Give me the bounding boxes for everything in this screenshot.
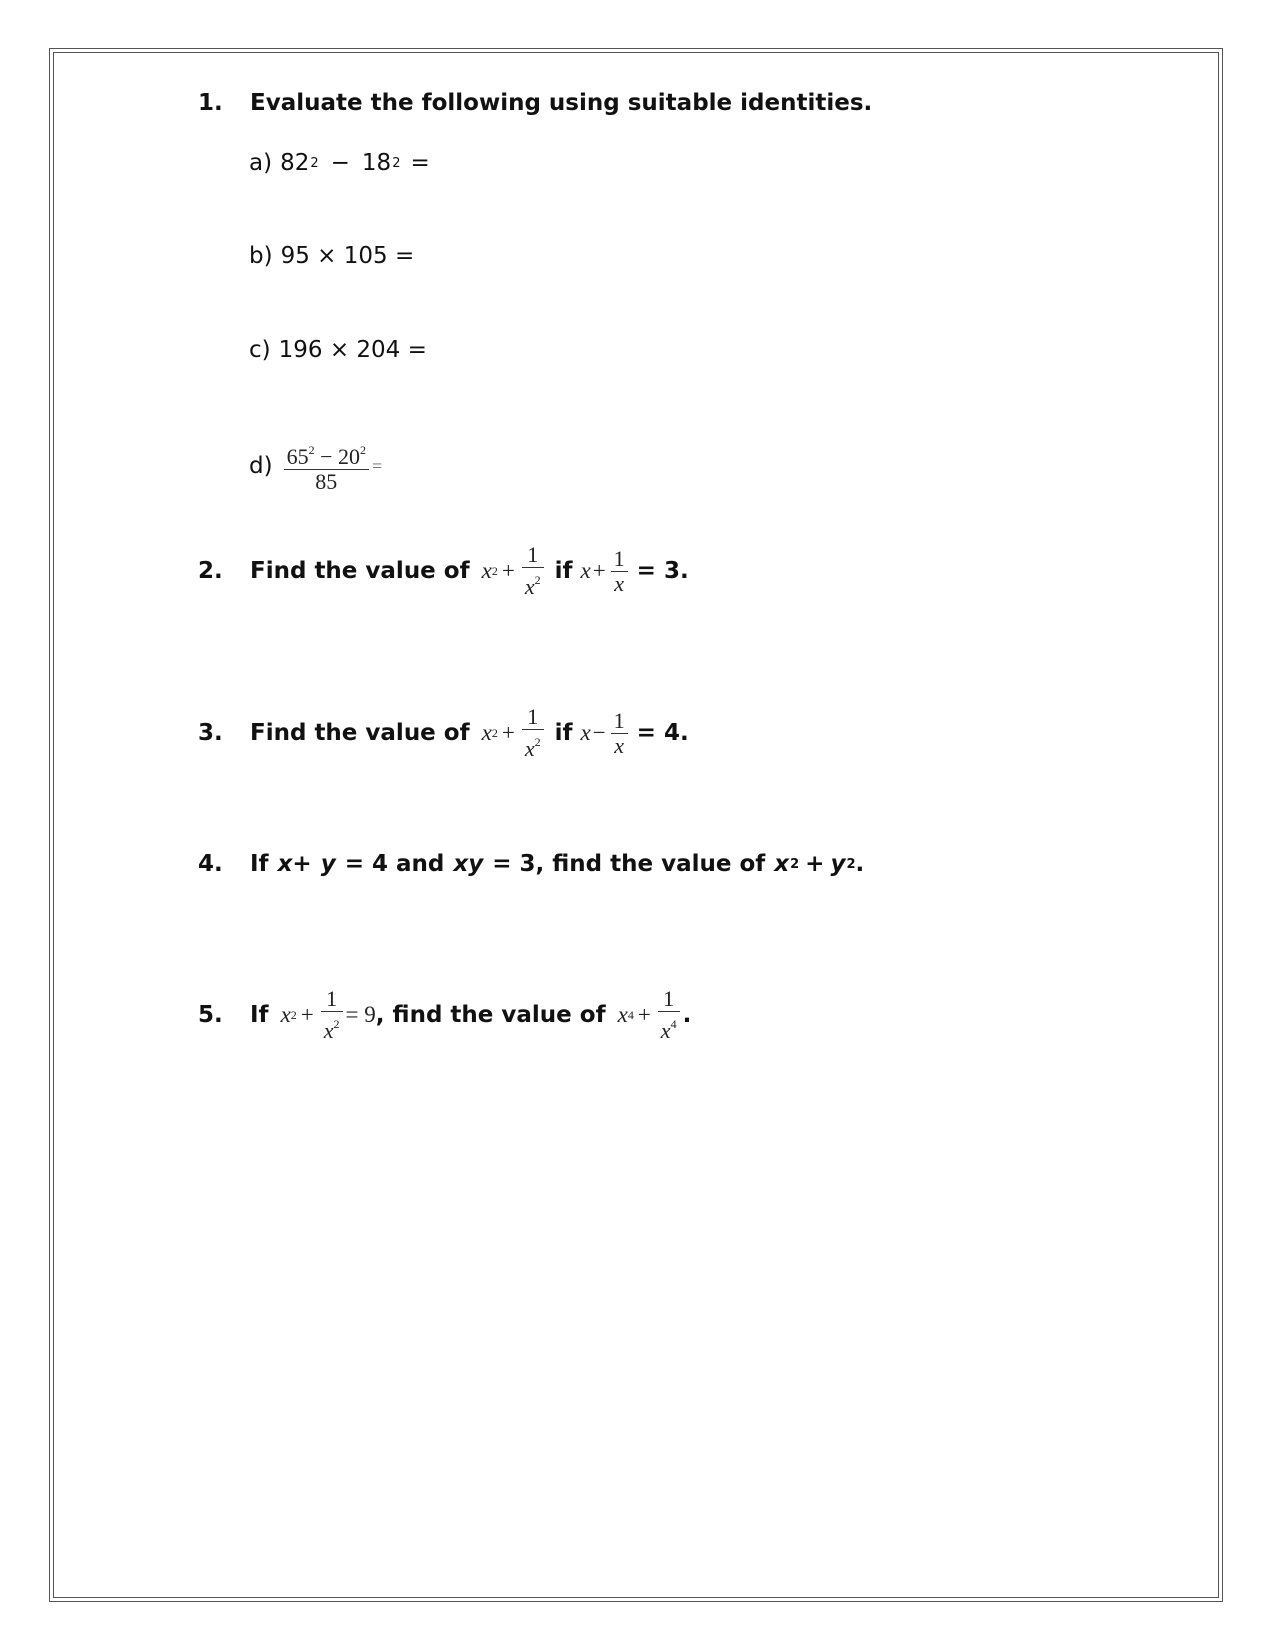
equals: = bbox=[410, 150, 430, 176]
question-mid: , find the value of bbox=[375, 1002, 606, 1028]
fraction bbox=[611, 709, 628, 758]
numerator: 1 bbox=[613, 707, 625, 733]
denominator: 85 bbox=[315, 469, 338, 494]
var-x: x bbox=[481, 720, 492, 745]
question-text: Evaluate the following using suitable identities. bbox=[250, 90, 873, 116]
fraction bbox=[658, 987, 680, 1043]
period: . bbox=[682, 1002, 692, 1028]
question-number: 5. bbox=[198, 1002, 223, 1028]
exponent-2: 2 bbox=[392, 155, 401, 171]
word-if: if bbox=[554, 720, 573, 746]
plus: + bbox=[292, 851, 312, 877]
question-number: 1. bbox=[198, 90, 223, 116]
question-tail: = 4. bbox=[636, 720, 689, 746]
equation-part-1: = 4 and bbox=[344, 851, 445, 877]
word-if: If bbox=[250, 1002, 269, 1028]
question-1b bbox=[249, 243, 414, 269]
question-number: 3. bbox=[198, 720, 223, 746]
base-1: 82 bbox=[280, 150, 310, 176]
word-if: if bbox=[554, 558, 573, 584]
plus: + bbox=[501, 558, 515, 583]
equation-part-2: = 3, find the value of bbox=[492, 851, 766, 877]
sub-label: c) bbox=[249, 337, 271, 363]
denominator-var: x bbox=[524, 574, 535, 599]
var-x: x bbox=[617, 1002, 628, 1027]
question-2 bbox=[198, 543, 689, 599]
exponent: 2 bbox=[333, 1017, 340, 1031]
period: . bbox=[855, 851, 865, 877]
var-x: x bbox=[580, 720, 591, 745]
plus: + bbox=[592, 558, 606, 583]
exponent: 4 bbox=[627, 1007, 634, 1022]
sub-label: a) bbox=[249, 150, 273, 176]
var-y: y bbox=[320, 851, 336, 877]
fraction bbox=[522, 705, 544, 761]
denominator: x bbox=[614, 732, 625, 758]
exponent: 2 bbox=[491, 725, 498, 740]
denominator-var: x bbox=[660, 1018, 671, 1043]
plus: + bbox=[637, 1002, 651, 1027]
question-3 bbox=[198, 705, 689, 761]
expression: 95 × 105 = bbox=[280, 243, 415, 269]
question-tail: = 3. bbox=[636, 558, 689, 584]
exponent: 2 bbox=[534, 735, 541, 749]
equals: = bbox=[372, 455, 383, 476]
sub-label: b) bbox=[249, 243, 273, 269]
exponent-1: 2 bbox=[310, 155, 319, 171]
var-x: x bbox=[277, 851, 293, 877]
operator: − bbox=[320, 444, 333, 469]
denominator-var: x bbox=[323, 1018, 334, 1043]
numerator bbox=[284, 438, 369, 469]
exponent: 2 bbox=[534, 573, 541, 587]
plus: + bbox=[300, 1002, 314, 1027]
var-x: x bbox=[280, 1002, 291, 1027]
var-x: x bbox=[774, 851, 790, 877]
base-2: 20 bbox=[338, 444, 360, 469]
exponent: 4 bbox=[670, 1017, 677, 1031]
exponent-1: 2 bbox=[308, 443, 315, 457]
plus: + bbox=[805, 851, 825, 877]
fraction bbox=[321, 987, 343, 1043]
expression: 196 × 204 = bbox=[278, 337, 427, 363]
exponent: 2 bbox=[846, 856, 856, 872]
question-5 bbox=[198, 987, 691, 1043]
numerator: 1 bbox=[613, 545, 625, 571]
question-number: 2. bbox=[198, 558, 223, 584]
minus: − bbox=[592, 720, 606, 745]
operator: − bbox=[330, 150, 350, 176]
question-1a bbox=[249, 150, 430, 176]
exponent-2: 2 bbox=[360, 443, 366, 457]
plus: + bbox=[501, 720, 515, 745]
word-if: If bbox=[250, 851, 269, 877]
var-xy: xy bbox=[453, 851, 484, 877]
question-number: 4. bbox=[198, 851, 223, 877]
page-border bbox=[49, 48, 1223, 1602]
numerator: 1 bbox=[326, 986, 338, 1011]
fraction bbox=[522, 543, 544, 599]
var-y: y bbox=[830, 851, 846, 877]
denominator: x bbox=[614, 570, 625, 596]
sub-label: d) bbox=[249, 453, 273, 479]
question-1d bbox=[249, 438, 382, 494]
var-x: x bbox=[580, 558, 591, 583]
var-x: x bbox=[481, 558, 492, 583]
question-lead: Find the value of bbox=[250, 720, 470, 746]
fraction bbox=[284, 438, 369, 494]
equals-nine: = 9 bbox=[345, 1002, 376, 1027]
question-4 bbox=[198, 851, 864, 877]
numerator: 1 bbox=[663, 986, 675, 1011]
exponent: 2 bbox=[790, 856, 800, 872]
base-1: 65 bbox=[286, 444, 309, 469]
question-lead: Find the value of bbox=[250, 558, 470, 584]
denominator-var: x bbox=[524, 736, 535, 761]
question-1 bbox=[198, 90, 872, 116]
numerator: 1 bbox=[527, 704, 539, 729]
exponent: 2 bbox=[290, 1007, 297, 1022]
exponent: 2 bbox=[491, 563, 498, 578]
page-border-inner bbox=[53, 52, 1219, 1598]
numerator: 1 bbox=[527, 542, 539, 567]
base-2: 18 bbox=[361, 150, 392, 176]
question-1c bbox=[249, 337, 427, 363]
fraction bbox=[611, 547, 628, 596]
